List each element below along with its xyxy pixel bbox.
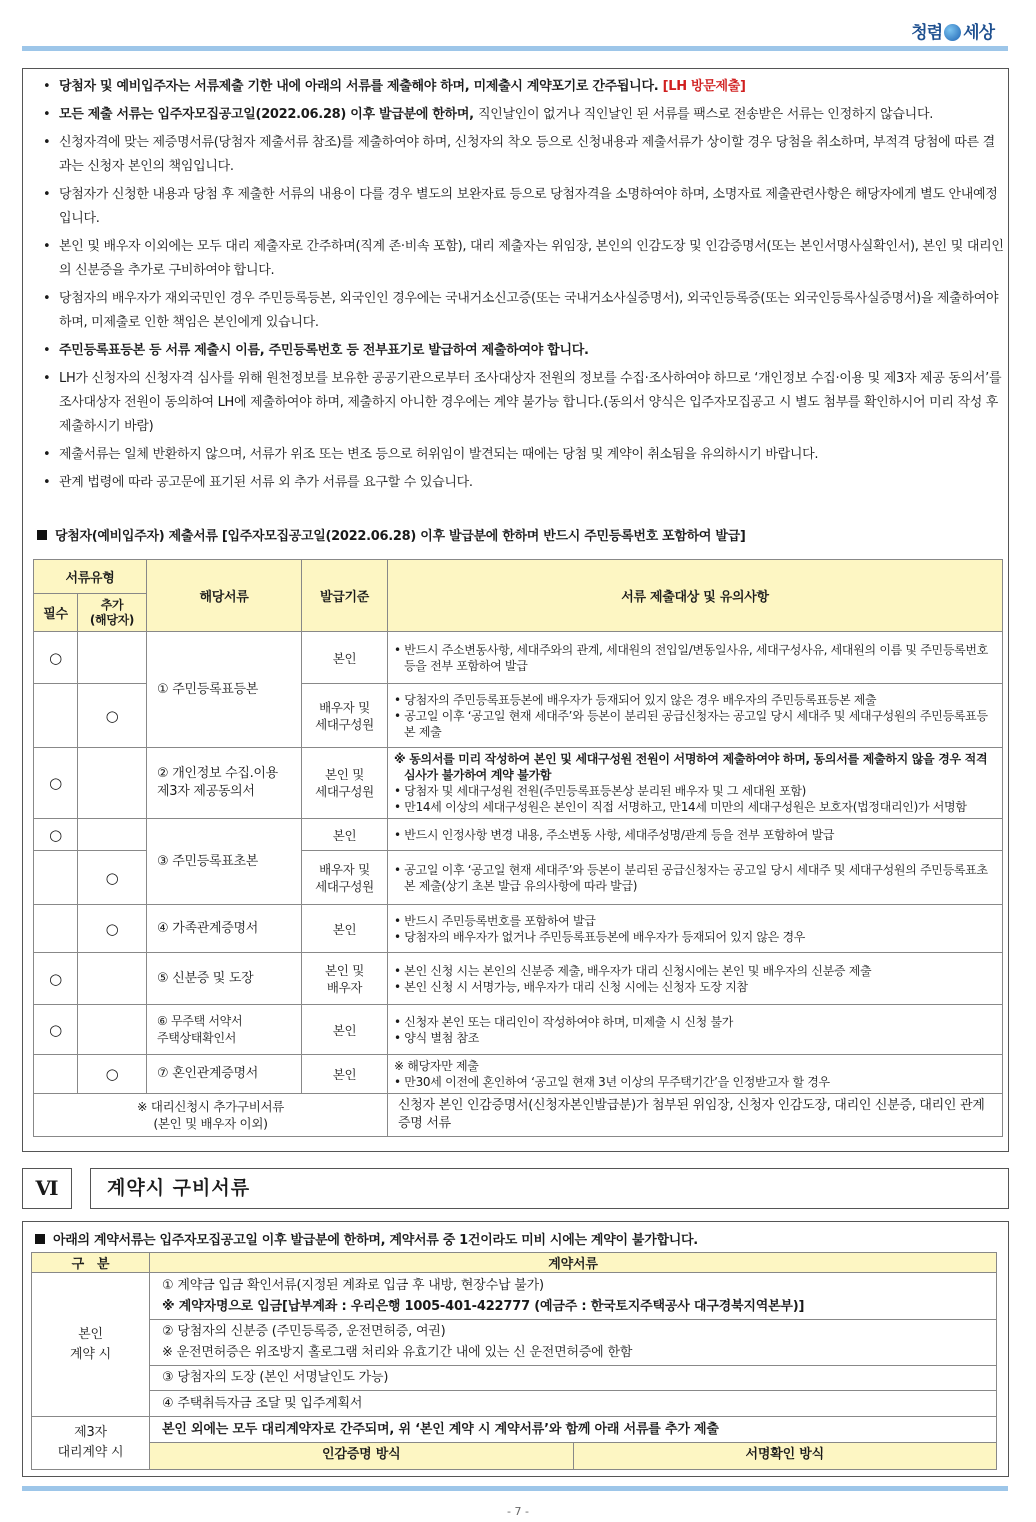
- additional-mark: ○: [78, 905, 147, 953]
- note-cell: [388, 632, 1003, 684]
- table-row: [32, 1391, 997, 1417]
- document-name: ⑤ 신분증 및 도장: [147, 953, 302, 1005]
- notice-item: [43, 443, 1005, 467]
- notice-item: [43, 471, 1005, 495]
- notice-text: LH가 신청자의 신청자격 심사를 위해 원천정보를 보유한 공공기관으로부터 조사대상자 전원의 정보를 수집·조사하여야 하므로 ‘개인정보 수집·이용 및 제3자 제공 동의서’를 조사대상자 전원이 동의하여 LH에 제출하여야 하며, 제출하지 아니한 경우에는 계약 불가능 합니다.(동의서 양식은 입주자모집공고 시 별도 첨부를 확인하시어 미리 작성 후 제출하시기 바람): [59, 371, 1002, 434]
- notice-item: [43, 287, 1005, 335]
- proxy-row: [34, 1094, 1003, 1137]
- notice-text: 모든 제출 서류는 입주자모집공고일(2022.06.28) 이후 발급분에 한하며,: [59, 107, 478, 122]
- header-standard: 발급기준: [302, 560, 388, 632]
- note-line: • 공고일 이후 ‘공고일 현재 세대주’와 등본이 분리된 공급신청자는 공고일 당시 세대주 및 세대구성원의 주민등록표초본 제출(상기 초본 발급 유의사항에 따라 발급): [394, 862, 988, 893]
- issue-standard: 본인: [302, 905, 388, 953]
- table-row: [34, 748, 1003, 819]
- proxy-text: 신청자 본인 인감증명서(신청자본인발급분)가 첨부된 위임장, 신청자 인감도장, 대리인 신분증, 대리인 관계 증명 서류: [388, 1094, 1003, 1137]
- table-row: [32, 1273, 997, 1319]
- note-cell: [388, 851, 1003, 905]
- additional-mark: [78, 1005, 147, 1055]
- issue-standard: 배우자 및 세대구성원: [302, 684, 388, 748]
- document-name: ① 주민등록표등본: [147, 632, 302, 748]
- note-line: • 신청자 본인 또는 대리인이 작성하여야 하며, 미제출 시 신청 불가: [394, 1014, 734, 1029]
- notice-item: [43, 235, 1005, 283]
- note-cell: [388, 953, 1003, 1005]
- table-row: [32, 1443, 997, 1470]
- section-number: Ⅵ: [22, 1168, 72, 1209]
- note-line: • 반드시 주소변동사항, 세대주와의 관계, 세대원의 전입일/변동일사유, 세대구성사유, 세대원의 이름 및 주민등록번호 등을 전부 포함하여 발급: [394, 642, 988, 673]
- issue-standard: 본인: [302, 632, 388, 684]
- note-line: • 반드시 주민등록번호를 포함하여 발급: [394, 913, 596, 928]
- table-row: [34, 1055, 1003, 1094]
- note-line: • 당첨자의 주민등록표등본에 배우자가 등재되어 있지 않은 경우 배우자의 주민등록표등본 제출: [394, 692, 877, 707]
- required-mark: ○: [34, 748, 78, 819]
- header-contract-docs: 계약서류: [150, 1253, 997, 1273]
- note-line: • 본인 신청 시 서명가능, 배우자가 대리 신청 시에는 신청자 도장 지참: [394, 979, 748, 994]
- notice-item: [43, 103, 1005, 127]
- table-row: [34, 819, 1003, 851]
- additional-mark: [78, 748, 147, 819]
- issue-standard: 본인 및 배우자: [302, 953, 388, 1005]
- notice-text: 직인날인이 없거나 직인날인 된 서류를 팩스로 전송받은 서류는 인정하지 않습니다.: [477, 107, 934, 122]
- issue-standard: 본인 및 세대구성원: [302, 748, 388, 819]
- table-row: [34, 1005, 1003, 1055]
- document-name: ④ 가족관계증명서: [147, 905, 302, 953]
- proxy-contract-text: 본인 외에는 모두 대리계약자로 간주되며, 위 ‘본인 계약 시 계약서류’와 함께 아래 서류를 추가 제출: [150, 1416, 997, 1443]
- note-line: • 양식 별첨 참조: [394, 1030, 480, 1045]
- additional-mark: [78, 953, 147, 1005]
- contract-item: ③ 당첨자의 도장 (본인 서명날인도 가능): [150, 1365, 997, 1391]
- note-line: • 당첨자의 배우자가 없거나 주민등록표등본에 배우자가 등재되어 있지 않은 경우: [394, 929, 806, 944]
- note-line-bold: ※ 동의서를 미리 작성하여 본인 및 세대구성원 전원이 서명하여 제출하여야 하며, 동의서를 제출하지 않을 경우 적격심사가 불가하여 계약 불가함: [394, 752, 988, 782]
- additional-mark: [78, 819, 147, 851]
- table-row: [32, 1416, 997, 1443]
- signature-confirmation-method: 서명확인 방식: [745, 1447, 824, 1463]
- required-mark: [34, 684, 78, 748]
- note-cell: [388, 748, 1003, 819]
- document-name: ⑦ 혼인관계증명서: [147, 1055, 302, 1094]
- contract-item-line: ① 계약금 입금 확인서류(지정된 계좌로 입금 후 내방, 현장수납 불가): [162, 1277, 544, 1293]
- section-title-text: 당첨자(예비입주자) 제출서류 [입주자모집공고일(2022.06.28) 이후 발급분에 한하며 반드시 주민등록번호 포함하여 발급]: [55, 529, 746, 544]
- method-cell: [150, 1443, 997, 1470]
- top-divider: [22, 46, 1008, 51]
- page-number: - 7 -: [507, 1505, 529, 1518]
- required-mark: ○: [34, 632, 78, 684]
- notice-item: [43, 183, 1005, 231]
- proxy-label: ※ 대리신청시 추가구비서류 (본인 및 배우자 이외): [34, 1094, 388, 1137]
- table-row: [34, 632, 1003, 684]
- notice-text: 당첨자 및 예비입주자는 서류제출 기한 내에 아래의 서류를 제출해야 하며, 미제출시 계약포기로 간주됩니다.: [59, 79, 663, 94]
- note-line: • 공고일 이후 ‘공고일 현재 세대주’와 등본이 분리된 공급신청자는 공고일 당시 세대주 및 세대구성원의 주민등록표등본 제출: [394, 708, 988, 739]
- table-row: [34, 953, 1003, 1005]
- document-name: ⑥ 무주택 서약서 주택상태확인서: [147, 1005, 302, 1055]
- seal-certificate-method: 인감증명 방식: [150, 1443, 574, 1469]
- required-mark: [34, 905, 78, 953]
- square-bullet-icon: [37, 530, 47, 540]
- issue-standard: 배우자 및 세대구성원: [302, 851, 388, 905]
- note-line: • 만30세 이전에 혼인하여 ‘공고일 현재 3년 이상의 무주택기간’을 인정받고자 할 경우: [394, 1075, 830, 1089]
- logo-text-left: 청렴: [911, 23, 943, 43]
- header-required: 필수: [34, 594, 78, 632]
- issue-standard: 본인: [302, 1055, 388, 1094]
- notice-item: [43, 367, 1005, 439]
- proxy-contract-label: 제3자 대리계약 시: [32, 1416, 150, 1469]
- additional-mark: ○: [78, 684, 147, 748]
- required-mark: ○: [34, 1005, 78, 1055]
- note-line: ※ 해당자만 제출: [394, 1059, 479, 1073]
- document-name: ② 개인정보 수집.이용 제3자 제공동의서: [147, 748, 302, 819]
- note-cell: [388, 819, 1003, 851]
- note-line: • 반드시 인정사항 변경 내용, 주소변동 사항, 세대주성명/관계 등을 전부 포함하여 발급: [394, 827, 835, 842]
- issue-standard: 본인: [302, 819, 388, 851]
- contract-item: ④ 주택취득자금 조달 및 입주계획서: [150, 1391, 997, 1417]
- section-title: 계약시 구비서류: [90, 1168, 1009, 1209]
- notice-text: 관계 법령에 따라 공고문에 표기된 서류 외 추가 서류를 요구할 수 있습니다.: [59, 475, 473, 490]
- contract-item: [150, 1273, 997, 1319]
- required-documents-table: [33, 559, 1003, 1137]
- notice-text: 제출서류는 일체 반환하지 않으며, 서류가 위조 또는 변조 등으로 허위임이 발견되는 때에는 당첨 및 계약이 취소됨을 유의하시기 바랍니다.: [59, 447, 819, 462]
- additional-mark: ○: [78, 851, 147, 905]
- contract-item: [150, 1319, 997, 1365]
- submission-notice-box: [22, 68, 1009, 1152]
- notice-text: 주민등록표등본 등 서류 제출시 이름, 주민등록번호 등 전부표기로 발급하여 제출하여야 합니다.: [59, 343, 589, 358]
- required-mark: ○: [34, 953, 78, 1005]
- table-row: [32, 1365, 997, 1391]
- contract-heading-text: 아래의 계약서류는 입주자모집공고일 이후 발급분에 한하며, 계약서류 중 1건이라도 미비 시에는 계약이 불가합니다.: [53, 1233, 698, 1248]
- notice-text: [LH 방문제출]: [662, 79, 746, 94]
- square-bullet-icon: [35, 1234, 45, 1244]
- document-name: ③ 주민등록표초본: [147, 819, 302, 905]
- section-heading: [37, 525, 745, 544]
- notice-text: 신청자격에 맞는 제증명서류(당첨자 제출서류 참조)를 제출하여야 하며, 신청자의 착오 등으로 신청내용과 제출서류가 상이할 경우 당첨을 취소하며, 부적격 당첨에 따른 결과는 신청자 본인의 책임입니다.: [59, 135, 995, 174]
- notice-list: [43, 75, 1005, 499]
- contract-item-line-bold: ※ 계약자명으로 입금[납부계좌 : 우리은행 1005-401-422777 (예금주 : 한국토지주택공사 대구경북지역본부)]: [162, 1298, 805, 1314]
- issue-standard: 본인: [302, 1005, 388, 1055]
- note-cell: [388, 1055, 1003, 1094]
- header-document: 해당서류: [147, 560, 302, 632]
- self-contract-label: 본인 계약 시: [32, 1273, 150, 1416]
- header-additional: 추가 (해당자): [78, 594, 147, 632]
- note-line: • 당첨자 및 세대구성원 전원(주민등록표등본상 분리된 배우자 및 그 세대원 포함): [394, 784, 807, 798]
- header-notes: 서류 제출대상 및 유의사항: [388, 560, 1003, 632]
- table-row: [32, 1319, 997, 1365]
- logo-text-right: 세상: [963, 23, 994, 43]
- header-category: 구 분: [32, 1253, 150, 1273]
- contract-heading: [35, 1229, 698, 1248]
- notice-text: 당첨자가 신청한 내용과 당첨 후 제출한 서류의 내용이 다를 경우 별도의 보완자료 등으로 당첨자격을 소명하여야 하며, 소명자료 제출관련사항은 해당자에게 별도 안내예정입니다.: [59, 187, 998, 226]
- note-line: • 본인 신청 시는 본인의 신분증 제출, 배우자가 대리 신청시에는 본인 및 배우자의 신분증 제출: [394, 963, 872, 978]
- required-mark: [34, 1055, 78, 1094]
- notice-item: [43, 75, 1005, 99]
- notice-item: [43, 339, 1005, 363]
- contract-documents-table: [31, 1252, 997, 1470]
- note-cell: [388, 684, 1003, 748]
- required-mark: ○: [34, 819, 78, 851]
- additional-mark: [78, 632, 147, 684]
- notice-text: 당첨자의 배우자가 재외국민인 경우 주민등록등본, 외국인인 경우에는 국내거소신고증(또는 국내거소사실증명서), 외국인등록증(또는 외국인등록사실증명서)을 제출하여야 하며, 미제출로 인한 책임은 본인에게 있습니다.: [59, 291, 999, 330]
- contract-item-line: ※ 운전면허증은 위조방지 홀로그램 처리와 유효기간 내에 있는 신 운전면허증에 한함: [162, 1345, 633, 1361]
- note-cell: [388, 1005, 1003, 1055]
- contract-item-line: ② 당첨자의 신분증 (주민등록증, 운전면허증, 여권): [162, 1324, 446, 1340]
- table-row: [34, 905, 1003, 953]
- note-line: • 만14세 이상의 세대구성원은 본인이 직접 서명하고, 만14세 미만의 세대구성원은 보호자(법정대리인)가 서명함: [394, 800, 967, 814]
- note-cell: [388, 905, 1003, 953]
- contract-documents-box: [22, 1221, 1009, 1477]
- additional-mark: ○: [78, 1055, 147, 1094]
- brand-logo: [911, 18, 994, 43]
- notice-item: [43, 131, 1005, 179]
- globe-icon: [944, 24, 961, 41]
- notice-text: 본인 및 배우자 이외에는 모두 대리 제출자로 간주하며(직계 존·비속 포함), 대리 제출자는 위임장, 본인의 인감도장 및 인감증명서(또는 본인서명사실확인서), 본인 및 대리인의 신분증을 추가로 구비하여야 합니다.: [59, 239, 1004, 278]
- header-doc-type: 서류유형: [34, 560, 147, 594]
- required-mark: [34, 851, 78, 905]
- bottom-divider: [22, 1486, 1008, 1491]
